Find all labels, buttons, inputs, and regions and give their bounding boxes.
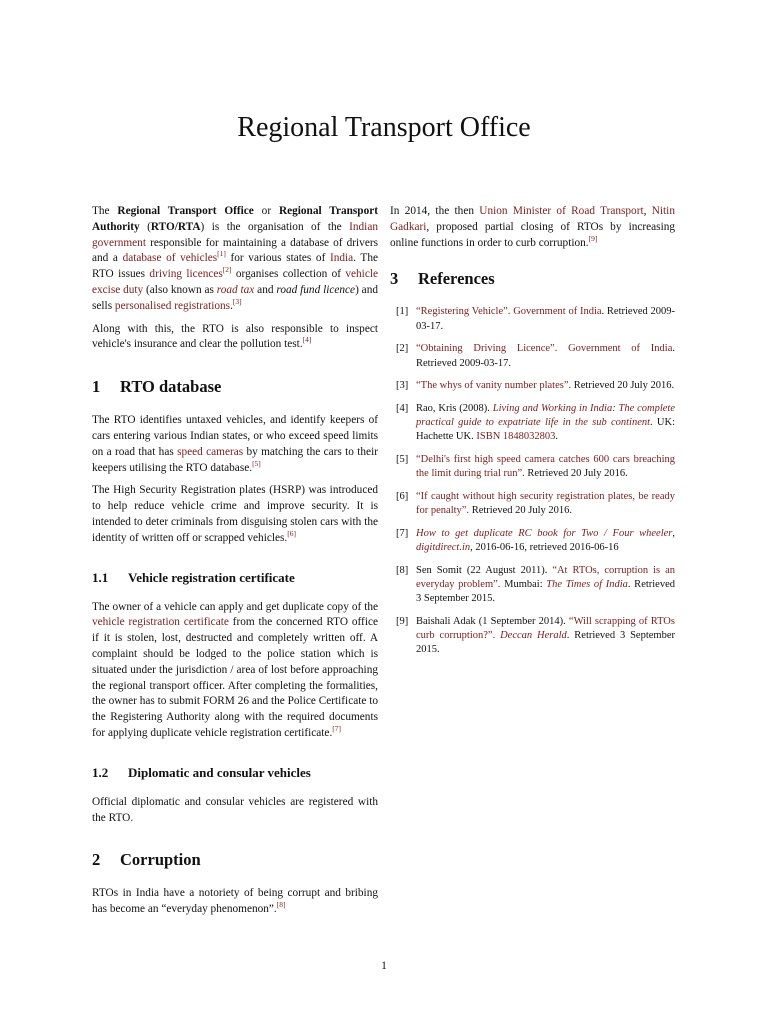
text: (also known as (143, 283, 217, 296)
citation-link[interactable]: [9] (588, 233, 598, 243)
text: , (672, 527, 675, 539)
text: , (643, 205, 652, 217)
text: Retrieved 20 July 2016. (571, 380, 675, 392)
reference-link[interactable]: “Obtaining Driving Licence”. (416, 343, 558, 355)
term-bold: Regional Transport Office (117, 205, 254, 217)
link-nitin-gadkari[interactable]: Nitin Gadkari (390, 205, 675, 233)
text: ) and sells (92, 283, 378, 312)
citation-link[interactable]: [3] (232, 297, 242, 307)
diplomatic-vehicles-paragraph: Official diplomatic and consular vehicles are registered with the RTO. (92, 795, 378, 824)
section-title: Diplomatic and consular vehicles (128, 764, 311, 780)
corruption-paragraph-1 (92, 886, 378, 918)
text: . (555, 431, 559, 443)
text: . UK: Hachette UK. (416, 417, 675, 443)
text: Mumbai: (500, 578, 547, 590)
citation-link[interactable]: [5] (252, 458, 261, 468)
reference-number: [2] (396, 343, 409, 355)
reference-link[interactable]: “If caught without high security registration plates, be ready for penalty”. (416, 490, 675, 517)
text: Retrieved 20 July 2016. (469, 505, 573, 517)
page-title: Regional Transport Office (237, 112, 531, 143)
reference-link[interactable]: “Registering Vehicle”. (416, 306, 511, 318)
text: , proposed partial closing of RTOs by increasing online functions in order to curb corruption. (390, 220, 675, 249)
reference-link[interactable]: How to get duplicate RC book for Two / Four wheeler (416, 527, 673, 539)
text: by matching the cars to their keepers utilising the RTO database. (92, 445, 378, 474)
reference-number: [5] (396, 454, 409, 466)
text: , 2016-06-16, retrieved 2016-06-16 (470, 542, 619, 554)
text: ( (139, 220, 151, 233)
reference-link[interactable]: “Delhi's first high speed camera catches 600 cars breaching the limit during trial run”. (416, 454, 675, 480)
text: . Retrieved 2009-03-17. (416, 306, 675, 332)
section-number: 3 (390, 269, 399, 289)
reference-link[interactable]: “The whys of vanity number plates”. (416, 380, 572, 392)
left-column (92, 204, 378, 925)
text: organises collection of (231, 268, 346, 281)
text: Along with this, the RTO is also responsible to inspect vehicle's insurance and clear the pollution test. (92, 322, 378, 351)
text: Rao, Kris (2008). (416, 402, 493, 414)
intro-paragraph-2 (92, 322, 378, 354)
link-speed-cameras[interactable]: speed cameras (177, 445, 244, 458)
link-india[interactable]: India (329, 252, 354, 265)
section-number: 1.2 (92, 764, 109, 780)
reference-number: [8] (396, 564, 409, 576)
subsection-heading-vehicle-registration (92, 569, 378, 586)
link-union-minister[interactable]: Union Minister of Road Transport (479, 205, 644, 217)
rto-database-paragraph-2 (92, 483, 378, 546)
link-driving-licences[interactable]: driving licences (149, 268, 223, 281)
term-italic: road fund licence (276, 283, 356, 296)
reference-number: [6] (396, 490, 409, 502)
reference-publisher-link[interactable]: Government of India (568, 343, 673, 355)
text: RTOs in India have a notoriety of being corrupt and bribing has become an “everyday phenomenon”. (92, 887, 378, 916)
reference-publisher-link[interactable]: Government of India (513, 306, 602, 318)
reference-number: [3] (396, 380, 409, 392)
reference-item (390, 564, 675, 607)
term-bold: RTO/RTA (150, 220, 201, 233)
section-number: 2 (92, 850, 101, 870)
reference-link[interactable]: “Will scrapping of RTOs curb corruption?”. (416, 615, 675, 642)
references-list (390, 305, 675, 657)
text: Sen Somit (22 August 2011). (416, 564, 553, 576)
text: ) is the organisation of the (200, 220, 350, 233)
reference-link[interactable]: Living and Working in India: The complete practical guide to expatriate life in the sub continent (416, 402, 675, 429)
link-indian-government[interactable]: Indian government (92, 220, 378, 249)
page-number: 1 (381, 960, 387, 972)
reference-item (390, 402, 675, 445)
section-heading-rto-database (92, 377, 378, 397)
text: Baishali Adak (1 September 2014). (416, 615, 569, 627)
reference-item (390, 490, 675, 518)
vehicle-registration-paragraph (92, 600, 378, 742)
text: Retrieved 20 July 2016. (524, 468, 628, 480)
citation-link[interactable]: [8] (276, 900, 286, 910)
reference-publisher-link[interactable]: The Times of India (546, 578, 628, 590)
link-personalised-registrations[interactable]: personalised registrations (114, 299, 231, 312)
citation-link[interactable]: [2] (222, 265, 232, 275)
link-road-tax[interactable]: road tax (216, 283, 255, 296)
text: for various states of (225, 252, 330, 265)
text: The High Security Registration plates (HSRP) was introduced to help reduce vehicle crime and improve security. It is intended to deter criminals from disguising stolen cars with the identity of written off or scrapped vehicles. (92, 484, 378, 544)
right-column (390, 204, 675, 666)
text: The RTO identifies untaxed vehicles, and identify keepers of cars entering various Indian states, or who exceed speed limits on a road that has (92, 414, 378, 458)
rto-database-paragraph-1 (92, 413, 378, 476)
reference-item (390, 615, 675, 658)
section-title: RTO database (120, 377, 222, 397)
reference-site-link[interactable]: digitdirect.in (416, 542, 471, 554)
text: . Retrieved 2009-03-17. (416, 343, 676, 369)
reference-item (390, 453, 675, 481)
reference-number: [1] (396, 306, 409, 318)
subsection-heading-diplomatic-vehicles (92, 764, 378, 781)
text: . Retrieved 3 September 2015. (416, 578, 676, 605)
section-title: Corruption (120, 850, 201, 870)
corruption-paragraph-2 (390, 204, 675, 251)
text: or (253, 205, 279, 217)
reference-link[interactable]: “At RTOs, corruption is an everyday problem”. (416, 564, 676, 590)
section-number: 1.1 (92, 569, 109, 585)
text: . The RTO issues (92, 252, 378, 281)
link-database-of-vehicles[interactable]: database of vehicles (122, 252, 218, 265)
link-vehicle-excise-duty[interactable]: vehicle excise duty (92, 268, 378, 296)
section-title: References (418, 269, 495, 289)
section-number: 1 (92, 377, 101, 397)
citation-link[interactable]: [6] (287, 528, 296, 538)
reference-item (390, 305, 675, 333)
reference-publisher-link[interactable]: Deccan Herald (500, 630, 567, 642)
text (557, 343, 568, 354)
reference-item (390, 379, 675, 393)
link-vehicle-registration-certificate[interactable]: vehicle registration certificate (92, 616, 229, 629)
intro-paragraph-1 (92, 204, 378, 315)
text: The (92, 205, 118, 217)
reference-number: [4] (396, 402, 409, 414)
reference-number: [9] (396, 615, 409, 627)
text: . Retrieved 3 September 2015. (416, 630, 675, 656)
reference-item (390, 342, 675, 370)
text: responsible for maintaining a database of drivers and a (92, 236, 378, 265)
reference-number: [7] (396, 527, 409, 539)
citation-link[interactable]: [7] (332, 724, 342, 734)
citation-link[interactable]: [4] (302, 335, 312, 345)
text: . (230, 299, 233, 312)
term-bold: Regional Transport Authority (92, 205, 379, 233)
text: and (254, 283, 277, 296)
text: In 2014, the then (390, 205, 480, 217)
section-heading-corruption (92, 850, 378, 870)
section-title: Vehicle registration certificate (128, 569, 295, 585)
citation-link[interactable]: [1] (217, 249, 226, 259)
isbn-link[interactable]: ISBN 1848032803 (476, 431, 556, 443)
text: The owner of a vehicle can apply and get duplicate copy of the (92, 600, 378, 613)
reference-item (390, 527, 675, 555)
text: from the concerned RTO office if it is stolen, lost, destructed and completely written off. A complaint should be lodged to the police station which is situated under the jurisdiction / area of lost before approaching the regional transport officer. After completing the formalities, the owner has to submit FORM 26 and the Police Certificate to the Registering Authority along with the required documents for applying duplicate vehicle registration certificate. (92, 616, 378, 739)
section-heading-references (390, 269, 675, 289)
